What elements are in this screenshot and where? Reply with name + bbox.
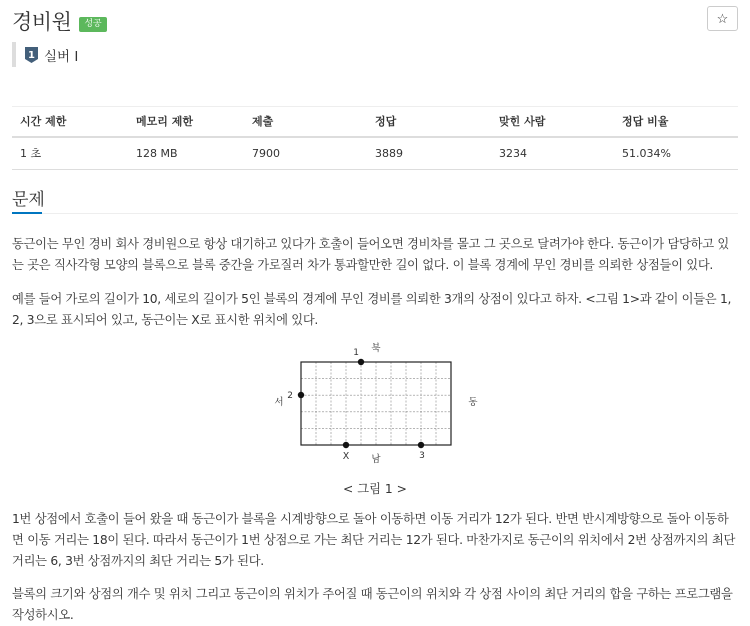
page-title: 경비원 [12,10,72,34]
header-solved-users: 맞힌 사람 [491,107,614,137]
store-1-marker [358,359,364,365]
cell-submissions: 7900 [244,137,367,170]
section-divider [12,213,738,214]
problem-header [12,6,107,36]
header-accepted: 정답 [367,107,491,137]
store-2-marker [298,392,304,398]
table-header-row [12,107,738,137]
cell-accepted: 3889 [367,137,491,170]
guard-label: X [342,451,350,462]
description-paragraph-4: 블록의 크기와 상점의 개수 및 위치 그리고 동근이의 위치가 주어질 때 동근이의 위치와 각 상점 사이의 최단 거리의 합을 구하는 프로그램을 작성하시오. [12,587,733,622]
cell-solved-users: 3234 [491,137,614,170]
store-2-label: 2 [287,391,293,401]
figure-caption: < 그림 1 > [343,482,407,496]
star-icon: ☆ [716,10,729,26]
status-badge: 성공 [79,17,106,32]
header-accept-ratio: 정답 비율 [614,107,738,137]
east-label: 동 [468,397,478,408]
tier-info [12,42,78,67]
guard-marker [343,442,349,448]
cell-time-limit: 1 초 [12,137,128,170]
description-paragraph-2: 예를 들어 가로의 길이가 10, 세로의 길이가 5인 블록의 경계에 무인 경비를 의뢰한 3개의 상점이 있다고 하자. <그림 1>과 같이 이들은 1, 2, 3으로 표시되어 있고, 동근이는 X로 표시한 위치에 있다. [12,292,732,327]
store-1-label: 1 [353,348,359,358]
header-submissions: 제출 [244,107,367,137]
cell-accept-ratio: 51.034% [614,137,738,170]
header-time-limit: 시간 제한 [12,107,128,137]
store-3-label: 3 [419,451,425,461]
section-title: 문제 [12,190,45,210]
west-label: 서 [274,397,284,408]
problem-info-table [12,106,738,170]
description-paragraph-1: 동근이는 무인 경비 회사 경비원으로 항상 대기하고 있다가 호출이 들어오면 경비차를 몰고 그 곳으로 달려가야 한다. 동근이가 담당하고 있는 곳은 직사각형 모양의 블록으로 블록 중간을 가로질러 차가 통과할만한 길이 없다. 이 블록 경계에 무인 경비를 의뢰한 상점들이 있다. [12,237,729,272]
cell-memory-limit: 128 MB [128,137,244,170]
favorite-button[interactable] [707,6,738,31]
section-underline [12,212,42,214]
south-label: 남 [371,454,381,465]
table-row [12,137,738,170]
silver-tier-icon [25,47,38,63]
block-grid [301,362,451,445]
tier-label[interactable]: 실버 I [44,48,79,65]
description-paragraph-3: 1번 상점에서 호출이 들어 왔을 때 동근이가 블록을 시계방향으로 돌아 이동하면 이동 거리가 12가 된다. 반면 반시계방향으로 돌아 이동하면 이동 거리는 18이 된다. 따라서 동근이가 1번 상점으로 가는 최단 거리는 12가 된다. 마찬가지로 동근이의 위치에서 2번 상점까지의 최단 거리는 6, 3번 상점까지의 최단 거리는 5가 된다. [12,512,736,568]
header-memory-limit: 메모리 제한 [128,107,244,137]
svg-text:1: 1 [28,49,35,61]
store-3-marker [418,442,424,448]
north-label: 북 [371,343,381,354]
block-figure [260,342,490,472]
